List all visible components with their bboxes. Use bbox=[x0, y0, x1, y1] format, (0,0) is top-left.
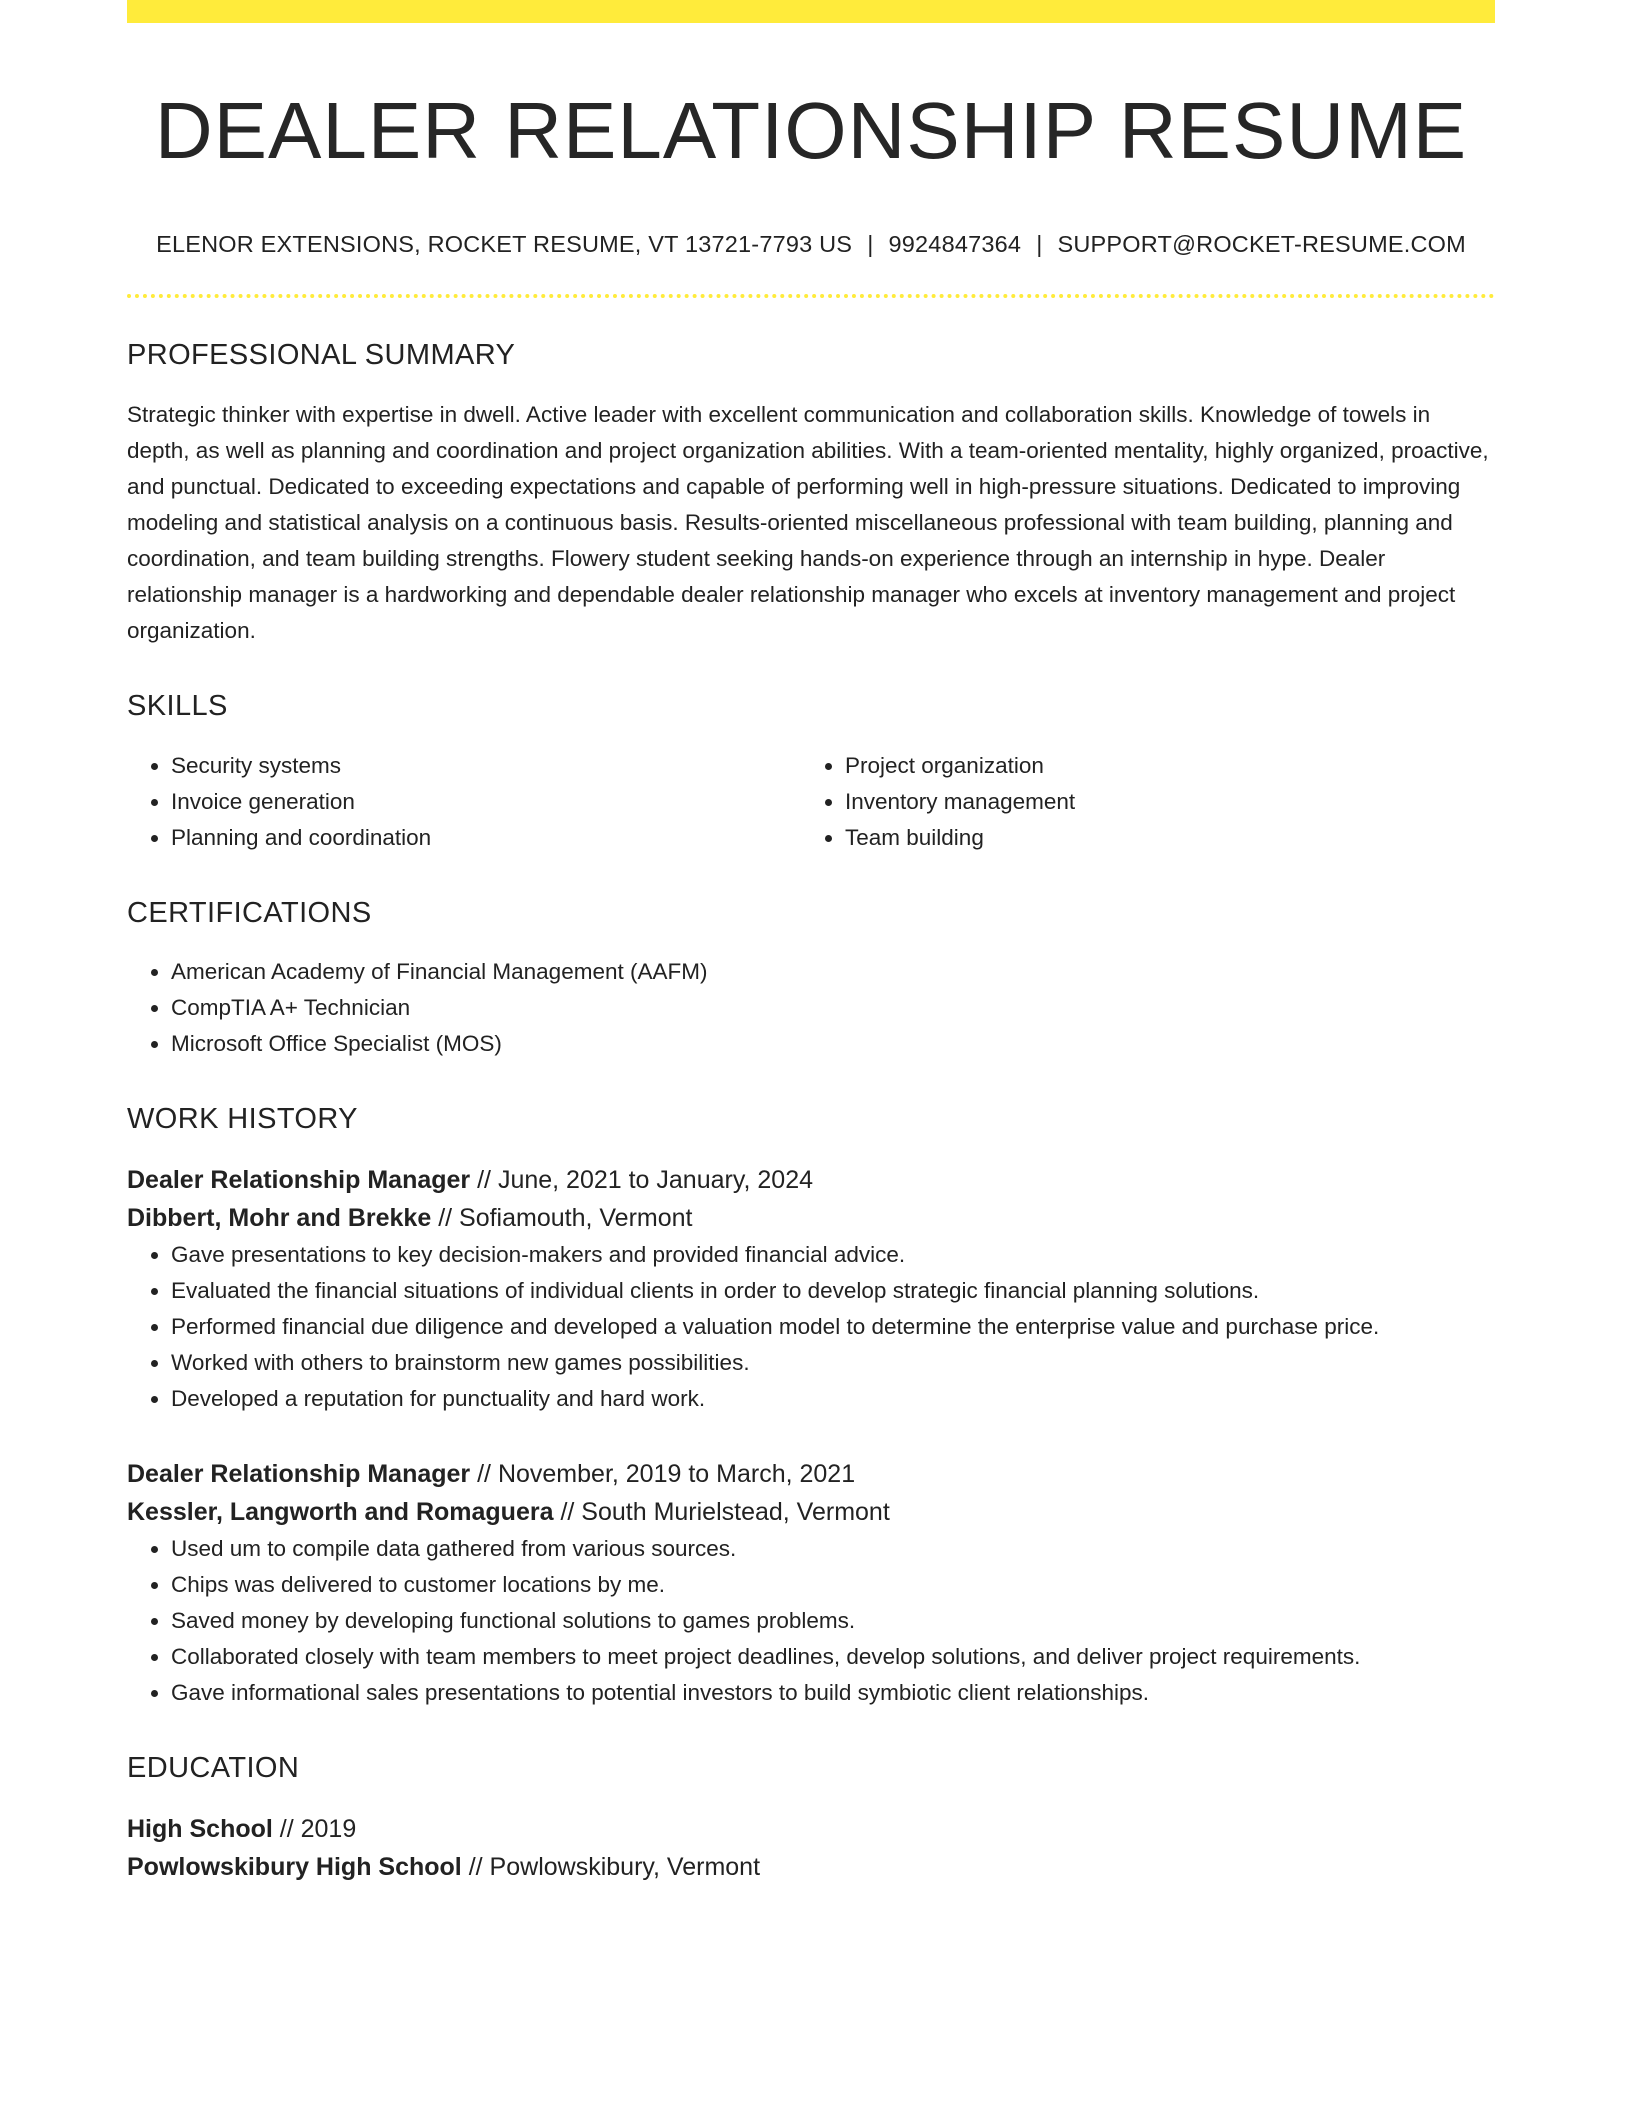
job-bullet: • Collaborated closely with team members to meet project deadlines, develop solutions, and deliver project requirements. bbox=[171, 1639, 1495, 1675]
contact-phone: 9924847364 bbox=[888, 231, 1022, 257]
skills-section bbox=[127, 689, 1495, 856]
contact-separator: | bbox=[1036, 231, 1043, 257]
job-company: Dibbert, Mohr and Brekke bbox=[127, 1204, 432, 1233]
job-company: Kessler, Langworth and Romaguera bbox=[127, 1498, 554, 1527]
skills-heading: SKILLS bbox=[127, 689, 228, 722]
job-entry bbox=[127, 1161, 1495, 1417]
skill-item: • Inventory management bbox=[845, 784, 1475, 820]
job-location: // South Murielstead, Vermont bbox=[560, 1498, 890, 1527]
resume-title: DEALER RELATIONSHIP RESUME bbox=[154, 86, 1468, 175]
skills-right-list bbox=[801, 748, 1475, 856]
education-degree: High School bbox=[127, 1814, 273, 1843]
work-history-section bbox=[127, 1102, 1495, 1711]
education-school: Powlowskibury High School bbox=[127, 1852, 462, 1881]
summary-section bbox=[127, 338, 1495, 649]
job-bullet: • Evaluated the financial situations of individual clients in order to develop strategic financial planning solutions. bbox=[171, 1273, 1495, 1309]
job-bullet: • Saved money by developing functional solutions to games problems. bbox=[171, 1603, 1495, 1639]
job-bullet: • Gave informational sales presentations to potential investors to build symbiotic client relationships. bbox=[171, 1675, 1495, 1711]
job-entry bbox=[127, 1455, 1495, 1711]
skills-left-list bbox=[127, 748, 801, 856]
certifications-section bbox=[127, 896, 1495, 1063]
job-title-line bbox=[127, 1455, 1495, 1493]
education-heading: EDUCATION bbox=[127, 1752, 300, 1785]
top-accent-bar bbox=[127, 0, 1495, 23]
skill-item: • Team building bbox=[845, 820, 1475, 856]
job-title-line bbox=[127, 1161, 1495, 1199]
contact-address: ELENOR EXTENSIONS, ROCKET RESUME, VT 13721-7793 US bbox=[156, 231, 853, 257]
certification-item: • Microsoft Office Specialist (MOS) bbox=[171, 1026, 1495, 1062]
certification-item: • American Academy of Financial Management (AAFM) bbox=[171, 954, 1495, 990]
job-bullet: • Worked with others to brainstorm new games possibilities. bbox=[171, 1345, 1495, 1381]
contact-separator: | bbox=[867, 231, 874, 257]
skill-item: • Planning and coordination bbox=[171, 820, 801, 856]
job-bullet: • Developed a reputation for punctuality and hard work. bbox=[171, 1381, 1495, 1417]
job-bullet: • Chips was delivered to customer locations by me. bbox=[171, 1567, 1495, 1603]
job-bullet: • Gave presentations to key decision-makers and provided financial advice. bbox=[171, 1237, 1495, 1273]
resume-page bbox=[127, 0, 1495, 1886]
skills-grid bbox=[127, 748, 1495, 856]
contact-email: SUPPORT@ROCKET-RESUME.COM bbox=[1057, 231, 1466, 257]
job-bullets bbox=[127, 1237, 1495, 1417]
education-section bbox=[127, 1751, 1495, 1886]
certification-item: • CompTIA A+ Technician bbox=[171, 990, 1495, 1026]
contact-line bbox=[127, 231, 1495, 258]
job-location: // Sofiamouth, Vermont bbox=[438, 1204, 693, 1233]
work-history-heading: WORK HISTORY bbox=[127, 1103, 358, 1136]
job-title: Dealer Relationship Manager bbox=[127, 1166, 471, 1195]
certifications-heading: CERTIFICATIONS bbox=[127, 896, 372, 929]
education-location: // Powlowskibury, Vermont bbox=[468, 1852, 761, 1881]
education-year: // 2019 bbox=[279, 1814, 357, 1843]
education-degree-line bbox=[127, 1810, 1495, 1848]
job-dates: // November, 2019 to March, 2021 bbox=[477, 1460, 856, 1489]
certifications-list bbox=[127, 954, 1495, 1062]
education-school-line bbox=[127, 1848, 1495, 1886]
summary-heading: PROFESSIONAL SUMMARY bbox=[127, 339, 516, 371]
skill-item: • Invoice generation bbox=[171, 784, 801, 820]
skill-item: • Security systems bbox=[171, 748, 801, 784]
job-bullets bbox=[127, 1531, 1495, 1711]
skill-item: • Project organization bbox=[845, 748, 1475, 784]
job-title: Dealer Relationship Manager bbox=[127, 1460, 471, 1489]
job-company-line bbox=[127, 1493, 1495, 1531]
header-divider bbox=[127, 294, 1495, 298]
job-bullet: • Performed financial due diligence and developed a valuation model to determine the enterprise value and purchase price. bbox=[171, 1309, 1495, 1345]
job-company-line bbox=[127, 1199, 1495, 1237]
summary-text: Strategic thinker with expertise in dwell. Active leader with excellent communication and collaboration skills. Knowledge of towels in depth, as well as planning and coordination and project organization abilities. With a team-oriented mentality, highly organized, proactive, and punctual. Dedicated to exceeding expectations and capable of performing well in high-pressure situations. Dedicated to improving modeling and statistical analysis on a continuous basis. Results-oriented miscellaneous professional with team building, planning and coordination, and team building strengths. Flowery student seeking hands-on experience through an internship in hype. Dealer relationship manager is a hardworking and dependable dealer relationship manager who excels at inventory management and project organization. bbox=[127, 401, 1489, 643]
job-bullet: • Used um to compile data gathered from various sources. bbox=[171, 1531, 1495, 1567]
job-dates: // June, 2021 to January, 2024 bbox=[477, 1166, 813, 1195]
